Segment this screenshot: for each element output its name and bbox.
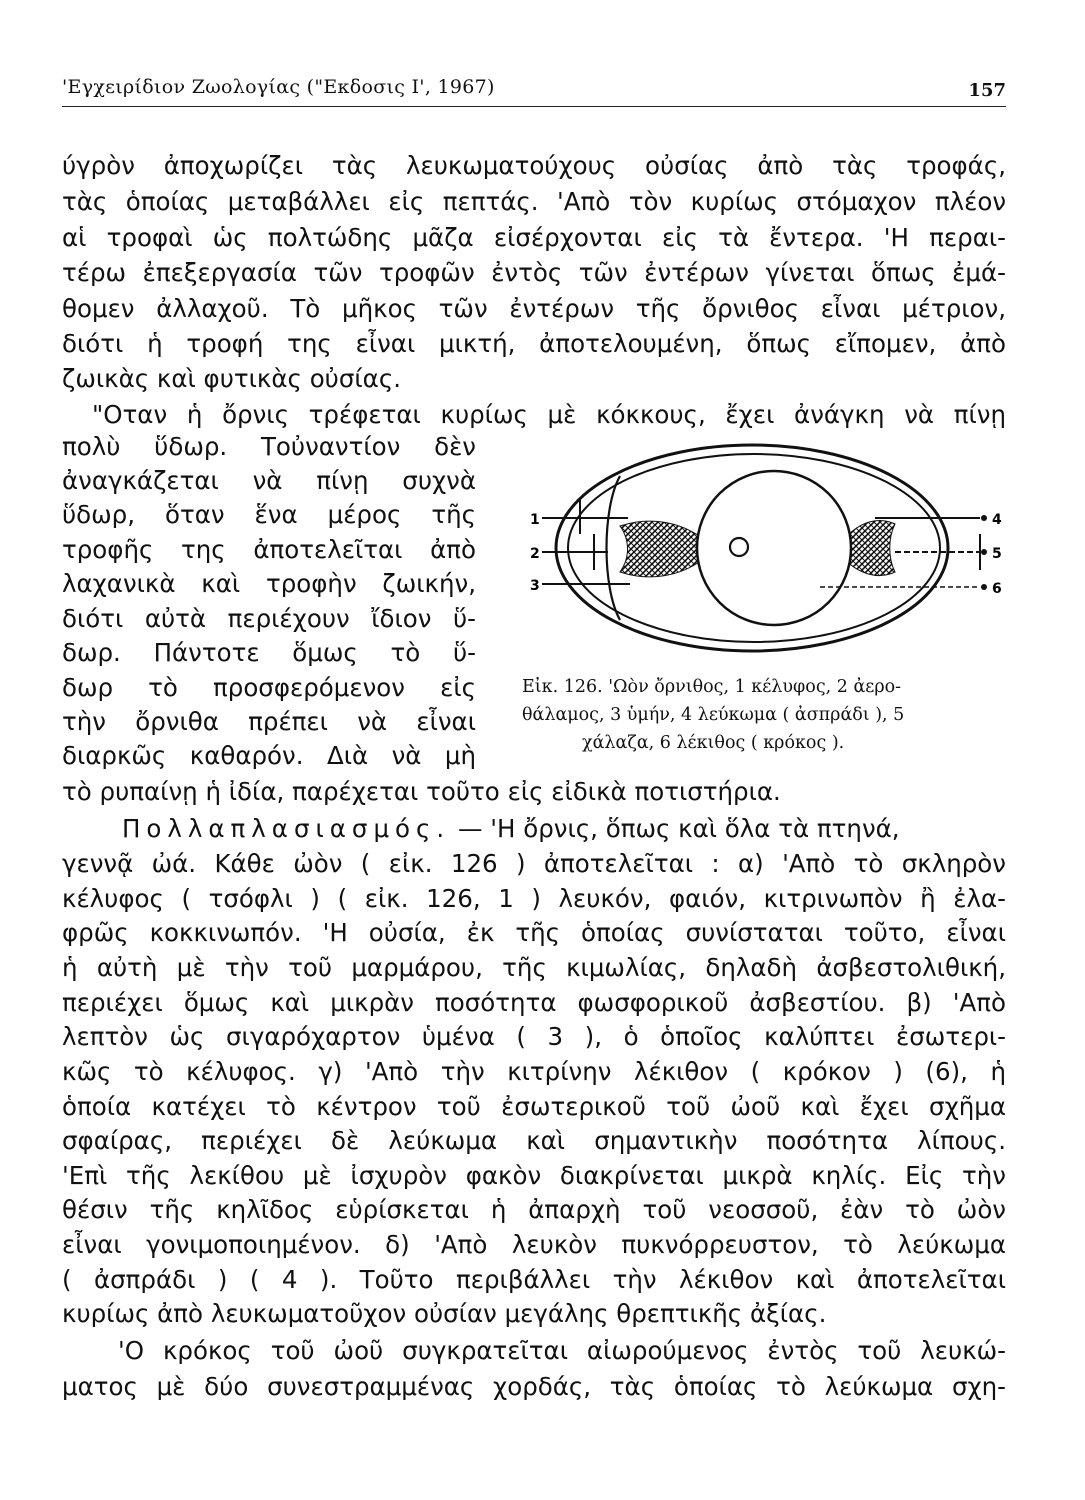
- text-line: ἡ αὐτὴ μὲ τὴν τοῦ μαρμάρου, τῆς κιμωλίας, δηλαδὴ ἀσβεστολιθική,: [62, 953, 1006, 982]
- text-line: ἀναγκάζεται νὰ πίνῃ συχνὰ: [62, 466, 476, 495]
- chalaza-left: [620, 521, 702, 577]
- yolk: [697, 471, 851, 625]
- text-line: πολὺ ὕδωρ. Τοὐναντίον δὲν: [62, 432, 476, 461]
- text-line: ὕδωρ, ὅταν ἕνα μέρος τῆς: [62, 500, 476, 529]
- text-line: ύγρὸν ἀποχωρίζει τὰς λευκωματούχους οὐσίας ἀπὸ τὰς τροφάς,: [62, 151, 1006, 180]
- figure-caption-line: θάλαμος, 3 ὑμήν, 4 λεύκωμα ( ἀσπράδι ), 5: [522, 705, 905, 725]
- text-line: φρῶς κοκκινωπόν. 'Η οὐσία, ἐκ τῆς ὁποίας συνίσταται τοῦτο, εἶναι: [62, 918, 1006, 947]
- label-3: 3: [530, 578, 540, 594]
- section-heading-line: [122, 814, 900, 844]
- text-line: 'Ο κρόκος τοῦ ὠοῦ συγκρατεῖται αἰωρούμενος ἐντὸς τοῦ λευκώ-: [118, 1336, 1006, 1365]
- text-line: "Οταν ἡ ὄρνις τρέφεται κυρίως μὲ κόκκους, ἔχει ἀνάγκη νὰ πίνῃ: [92, 400, 1006, 429]
- text-line: 'Επὶ τῆς λεκίθου μὲ ἰσχυρὸν φακὸν διακρίνεται μικρὰ κηλίς. Εἰς τὴν: [62, 1161, 1006, 1190]
- text-line: τὴν ὄρνιθα πρέπει νὰ εἶναι: [62, 707, 476, 736]
- label-6: 6: [992, 581, 1002, 597]
- text-line: διαρκῶς καθαρόν. Διὰ νὰ μὴ: [62, 741, 476, 770]
- air-cell-membrane: [607, 476, 621, 620]
- egg-diagram: [490, 438, 1025, 678]
- text-line: τὰς ὁποίας μεταβάλλει εἰς πεπτάς. 'Απὸ τὸν κυρίως στόμαχον πλέον: [62, 187, 1006, 216]
- text-line: διότι αὐτὰ περιέχουν ἴδιον ὕ-: [62, 604, 476, 633]
- text-line: θομεν ἀλλαχοῦ. Τὸ μῆκος τῶν ἐντέρων τῆς ὄρνιθος εἶναι μέτριον,: [62, 294, 1006, 323]
- label-2: 2: [530, 546, 540, 562]
- text-line: θέσιν τῆς κηλῖδος εὑρίσκεται ἡ ἀπαρχὴ τοῦ νεοσσοῦ, ἐὰν τὸ ὠὸν: [62, 1195, 1006, 1224]
- book-title: 'Εγχειρίδιον Ζωολογίας ("Εκδοσις Ι', 1967): [62, 76, 495, 98]
- label-1: 1: [530, 512, 540, 528]
- text-line: λεπτὸν ὡς σιγαρόχαρτον ὑμένα ( 3 ), ὁ ὁποῖος καλύπτει ἐσωτερι-: [62, 1022, 1006, 1051]
- label-5: 5: [992, 546, 1002, 562]
- text-line: ( ἀσπράδι ) ( 4 ). Τοῦτο περιβάλλει τὴν λέκιθον καὶ ἀποτελεῖται: [62, 1265, 1006, 1294]
- figure-caption-line: χάλαζα, 6 λέκιθος ( κρόκος ).: [582, 733, 845, 753]
- text-line: τὸ ρυπαίνῃ ἡ ἰδία, παρέχεται τοῦτο εἰς εἰδικὰ ποτιστήρια.: [62, 777, 781, 806]
- text-line: περιέχει ὅμως καὶ μικρὰν ποσότητα φωσφορικοῦ ἀσβεστίου. β) 'Απὸ: [62, 988, 1006, 1017]
- running-header: [62, 70, 1006, 107]
- text-line: δωρ. Πάντοτε ὅμως τὸ ὕ-: [62, 638, 476, 667]
- text-line: γεννᾷ ὠά. Κάθε ὠὸν ( εἰκ. 126 ) ἀποτελεῖται : α) 'Απὸ τὸ σκληρὸν: [62, 849, 1006, 878]
- text-line: δωρ τὸ προσφερόμενον εἰς: [62, 673, 476, 702]
- text-line: διότι ἡ τροφή της εἶναι μικτή, ἀποτελουμένη, ὅπως εἴπομεν, ἀπὸ: [62, 329, 1006, 358]
- text-line: ζωικὰς καὶ φυτικὰς οὐσίας.: [62, 364, 401, 393]
- section-heading: Πολλαπλασιασμός.: [122, 814, 451, 843]
- text-line: ὁποία κατέχει τὸ κέντρον τοῦ ἐσωτερικοῦ τοῦ ὠοῦ καὶ ἔχει σχῆμα: [62, 1092, 1006, 1121]
- text-line: κέλυφος ( τσόφλι ) ( εἰκ. 126, 1 ) λευκόν, φαιόν, κιτρινωπὸν ἢ ἐλα-: [62, 884, 1006, 913]
- text-line: ματος μὲ δύο συνεστραμμένας χορδάς, τὰς ὁποίας τὸ λεύκωμα σχη-: [62, 1372, 1006, 1401]
- text-line: εἶναι γονιμοποιημένον. δ) 'Απὸ λευκὸν πυκνόρρευστον, τὸ λεύκωμα: [62, 1230, 1006, 1259]
- figure-caption-line: Εἰκ. 126. 'Ωὸν ὄρνιθος, 1 κέλυφος, 2 ἀερο-: [522, 677, 902, 697]
- text-line: σφαίρας, περιέχει δὲ λεύκωμα καὶ σημαντικὴν ποσότητα λίπους.: [62, 1126, 1006, 1155]
- page-number: 157: [968, 80, 1006, 101]
- text-line: κῶς τὸ κέλυφος. γ) 'Απὸ τὴν κιτρίνην λέκιθον ( κρόκον ) (6), ἡ: [62, 1057, 1006, 1086]
- chalaza-right: [845, 520, 895, 575]
- text-line: λαχανικὰ καὶ τροφὴν ζωικήν,: [62, 569, 476, 598]
- text-line: κυρίως ἀπὸ λευκωματοῦχον οὐσίαν μεγάλης θρεπτικῆς ἀξίας.: [62, 1299, 827, 1328]
- text-line: τέρω ἐπεξεργασία τῶν τροφῶν ἐντὸς τῶν ἐντέρων γίνεται ὅπως ἐμά-: [62, 258, 1006, 287]
- egg-figure: [490, 438, 1025, 768]
- section-first-line: — 'Η ὄρνις, ὅπως καὶ ὅλα τὰ πτηνά,: [458, 814, 900, 843]
- text-line: αἱ τροφαὶ ὡς πολτώδης μᾶζα εἰσέρχονται εἰς τὰ ἔντερα. 'Η περαι-: [62, 223, 1006, 252]
- label-4: 4: [992, 512, 1002, 528]
- text-line: τροφῆς της ἀποτελεῖται ἀπὸ: [62, 535, 476, 564]
